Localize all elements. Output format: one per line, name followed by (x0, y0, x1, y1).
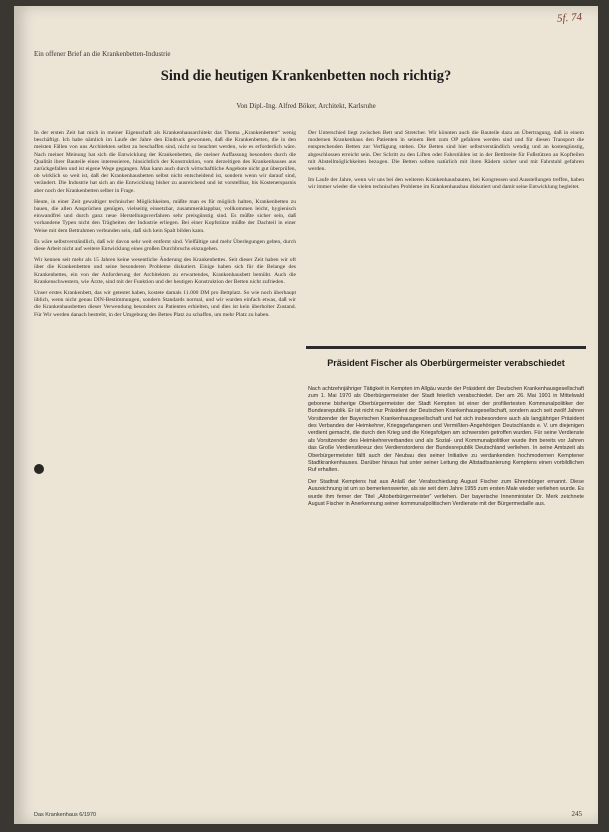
page-number: 245 (571, 810, 582, 818)
section-divider (306, 346, 586, 349)
news-paragraph: Der Stadtrat Kemptens hat aus Anlaß der Verabschiedung August Fischer zum Ehrenbürger ernannt. Diese Auszeichnung ist um so bemerkenswerter, als sie seit dem Jahre 1955 zum ersten Male wieder verliehen wurde. Es wurde ihm ferner der Titel „Altoberbürgermeister“ verliehen. Der bayerische Innenminister Dr. Merk zeichnete August Fischer in Anerkennung seiner kommunalpolitischen Verdienste mit der Bürgermedaille aus. (308, 478, 584, 508)
right-column-top (308, 130, 584, 196)
left-paragraph: Heute, in einer Zeit gewaltiger technischer Möglichkeiten, müßte man es für möglich halten, Krankenbetten zu bauen, die allen Ansprüchen genügen, vielseitig einsetzbar, zusammenklappbar, vollkommen leicht, hygienisch einwandfrei und durch ganz neue Herstellungsverfahren sehr preisgünstig sind. Es müßte sicher sein, daß vorhandene Typen nicht den Trägheiten der Industrie erliegen. Bei einer Kopfstütze müßte der Dachteil in einer Weise mit dem Bettrahmen verbunden sein, daß sich kein Spalt bilden kann. (34, 198, 296, 234)
left-paragraph: In der ersten Zeit hat mich in meiner Eigenschaft als Krankenhausarchitekt das Thema „Krankenbetten“ wenig beschäftigt. Ich habe nämlich im Laufe der Jahre den Eindruck gewonnen, daß die Krankenbetten, die in den meisten Fällen von uns Architekten selbst zu beschaffen sind, nicht so beachtet werden, wie es erforderlich wäre. Nach meiner Meinung hat sich die Entwicklung der Krankenbetten, die meiner Auffassung besonders durch die Qualität ihrer Bauteile eines interessieren, hinsichtlich der Konstruktion, vom derzeitigen des Krankenhauses aus zurückgefallen und ist eigene Wege gegangen. Man kann auch durch wirtschaftliche Angebote nicht gut überprüfen, ob wirklich so weit ist, daß der Krankenhausbetten selbst nicht entscheidend ist, sondern wenn wir darauf sind, verändert. Die Industrie hat sich an die Entwicklung bisher zu ausreichend und ist vorstellbar, bis Kostenersparnis aber noch der Krankenbetten selber in Frage. (34, 130, 296, 194)
right-paragraph: Im Laufe der Jahre, wenn wir uns bei den weiteren Krankenhausbauten, bei Kongressen und Ausstellungen treffen, haben wir immer wieder die vielen technischen Probleme im Krankenhausbau diskutiert und damit seine Entwicklung begleitet. (308, 177, 584, 191)
news-box-body (308, 386, 584, 513)
left-paragraph: Wir kennen seit mehr als 15 Jahren keine wesentliche Änderung des Krankenbettes. Seit dieser Zeit haben wir oft über die Krankenbetten und seine besonderen Probleme diskutiert. Einige haben sich für die Belange des Krankenbettes, ein von der Anforderung der Architekten zu erwartendes, Krankenhausbett bemüht. Auch die Krankenschwestern, wie Ärzte, sind mit der Funktion und der heutigen Konstruktion der Betten nicht zufrieden. (34, 257, 296, 285)
left-paragraph: Es wäre selbstverständlich, daß wir davon sehr weit entfernt sind. Vielfältige und mehr Überlegungen gelten, durch diese Arbeit nicht auf weitere Entwicklung eines großen Durchbruchs einzugehen. (34, 238, 296, 253)
news-box-title: Präsident Fischer als Oberbürgermeister verabschiedet (327, 358, 565, 368)
document-page (14, 6, 598, 824)
left-paragraph: Unser erstes Krankenbett, das wir getestet haben, kostete damals 11.000 DM pro Bettplatz. So wie noch überhaupt üblich, wenn nicht genau DIN-Bestimmungen, sondern Standards normal, und wir wurden einfach etwas, daß wir die Krankenhausbetten dieser Verwendung besonders zu Patienten erhielten, und dies ist kein überholter Zustand. Für Wir werden danach bestrebt, in der Umgebung des Bettes Platz zu schaffen, um mehr Platz zu haben. (34, 290, 296, 318)
article-byline: Von Dipl.-Ing. Alfred Böker, Architekt, Karlsruhe (236, 102, 376, 110)
punch-hole (34, 464, 44, 474)
left-column (34, 130, 296, 323)
article-kicker: Ein offener Brief an die Krankenbetten-Industrie (34, 50, 171, 58)
handwritten-note: 5f. 74 (556, 11, 583, 25)
page-footer: Das Krankenhaus 6/1970 (34, 812, 97, 818)
article-title: Sind die heutigen Krankenbetten noch richtig? (160, 68, 452, 84)
news-paragraph: Nach achtzehnjähriger Tätigkeit in Kempten im Allgäu wurde der Präsident der Deutschen Krankenhausgesellschaft zum 1. Mai 1970 als Oberbürgermeister der Stadt feierlich verabschiedet. Der am 26. Mai 1901 in Mittelwald geborene bisherige Oberbürgermeister der Stadt Kempten ist einer der profiliertesten Kommunalpolitiker der Bundesrepublik. Er ist nicht nur Präsident der Deutschen Krankenhausgesellschaft, sondern auch seit zwölf Jahren Vorsitzender der Bayerischen Krankenhausgesellschaft und hat sich insbesondere auch als langjähriger Präsident des Verbandes der Heimkehrer, Kriegsgefangenen und Vermißten-Angehörigen Deutschlands e. V. um diejenigen verdient gemacht, die durch den Krieg und die Kriegsfolgen am schwersten getroffen wurden. Für seine Verdienste als Vorsitzender des Heimkehrerverbandes und als Sozial- und Kommunalpolitiker wurde ihm bereits vor Jahren das Große Verdienstkreuz des Verdienstordens der Bundesrepublik Deutschland verliehen. In seine Amtszeit als Oberbürgermeister fällt auch der Neubau des seiner Initiative zu verdankenden hochmodernen Kemptener Stadtkrankenhauses. Darüber hinaus hat unter seiner Leitung die Altstadtsanierung Kemptens einen vorbildlichen Ruf erhalten. (308, 386, 584, 474)
right-paragraph: Der Unterschied liegt zwischen Bett und Stretcher. Wir könnten auch die Bauteile dazu an Übertragung, daß in einem modernen Krankenhaus den Patienten in seinem Bett zum OP gefahren werden sind und für diesen Transport die entsprechenden Betten zur Verfügung stehen. Die Betten sind hier selbstverständlich wendig und an kostengünstig, abgeschlossen erreicht sein. Der Schritt zu den Liften oder Fahrstühlen ist in der Bettbreite für Fußstützen an Kopfteilen mit Abstellmöglichkeiten bezogen. Die Betten sollten natürlich mit ihren Rädern sicher und mit Fahrstuhl gefahren werden. (308, 130, 584, 173)
